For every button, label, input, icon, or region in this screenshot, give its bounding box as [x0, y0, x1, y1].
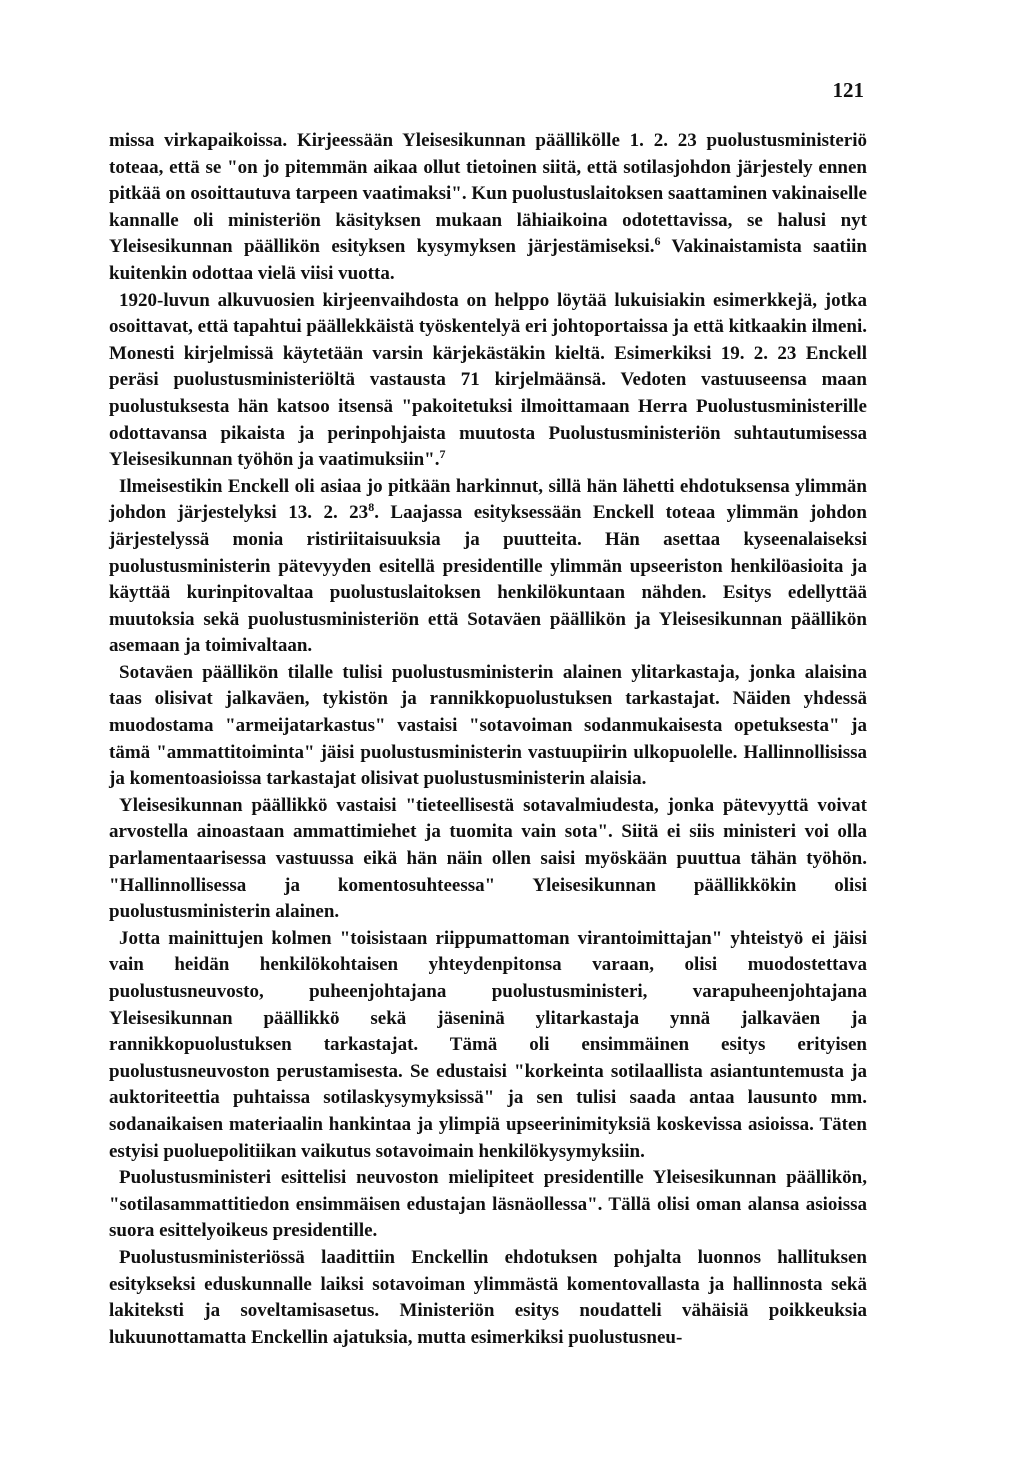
paragraph: [109, 128, 867, 288]
paragraph: [109, 793, 867, 926]
paragraph: [109, 288, 867, 474]
text-run: . Laajassa esityksessään Enckell toteaa ylimmän johdon järjestelyssä monia ristiriitaisuuksia ja puutteita. Hän asettaa kyseenalaiseksi puolustusministerin pätevyyden esitellä presidentille ylimmän upseeriston henkilöasioita ja käyttää kurinpitovaltaa puolustuslaitoksen henkilökuntaan nähden. Esitys edellyttää muutoksia sekä puolustusministeriön että Sotaväen päällikön ja Yleisesikunnan päällikön asemaan ja toimivaltaan.: [109, 502, 867, 657]
text-run: Vakinaistamista saatiin kuitenkin odottaa vielä viisi vuotta.: [109, 236, 867, 284]
paragraph: [109, 660, 867, 793]
paragraph: [109, 474, 867, 660]
text-run: Puolustusministeriössä laadittiin Enckellin ehdotuksen pohjalta luonnos hallituksen esitykseksi eduskunnalle laiksi sotavoiman ylimmästä komentovallasta ja hallinnosta sekä lakiteksti ja soveltamisasetus. Ministeriön esitys noudatteli vähäisiä poikkeuksia lukuunottamatta Enckellin ajatuksia, mutta esimerkiksi puolustusneu-: [109, 1246, 867, 1348]
text-run: Jotta mainittujen kolmen "toisistaan riippumattoman virantoimittajan" yhteistyö ei jäisi vain heidän henkilökohtaisen yhteydenpitonsa varaan, olisi muodostettava puolustusneuvosto, puheenjohtajana puolustusministeri, varapuheenjohtajana Yleisesikunnan päällikkö sekä jäseninä ylitarkastaja ynnä jalkaväen ja rannikkopuolustuksen tarkastajat. Tämä oli ensimmäinen esitys erityisen puolustusneuvoston perustamisesta. Se edustaisi "korkeinta sotilaallista asiantuntemusta ja auktoriteettia puhtaissa sotilaskysymyksissä" ja sen tulisi saada antaa lausunto mm. sodanaikaisen materiaalin hankintaa ja ylimpiä upseerinimityksiä koskevissa asioissa. Täten estyisi puoluepolitiikan vaikutus sotavoimain henkilökysymyksiin.: [109, 927, 867, 1162]
text-run: Puolustusministeri esittelisi neuvoston mielipiteet presidentille Yleisesikunnan päällikön, "sotilasammattitiedon ensimmäisen edustajan läsnäollessa". Tällä olisi oman alansa asioissa suora esittelyoikeus presidentille.: [109, 1167, 867, 1242]
paragraph: [109, 926, 867, 1165]
page-number: 121: [832, 78, 864, 102]
text-run: missa virkapaikoissa. Kirjeessään Yleisesikunnan päällikölle 1. 2. 23 puolustusministeriö toteaa, että se "on jo pitemmän aikaa ollut tietoinen siitä, että sotilasjohdon järjestely ennen pitkää on osoittautuva tarpeen vaatimaksi". Kun puolustuslaitoksen saattaminen vakinaiselle kannalle oli ministeriön käsityksen mukaan lähiaikoina odotettavissa, se halusi nyt Yleisesikunnan päällikön esityksen kysymyksen järjestämiseksi.: [109, 130, 867, 258]
paragraph: [109, 1245, 867, 1351]
text-run: 1920-luvun alkuvuosien kirjeenvaihdosta on helppo löytää lukuisiakin esimerkkejä, jotka osoittavat, että tapahtui päällekkäistä työskentelyä eri johtoportaissa ja että kitkaakin ilmeni. Monesti kirjelmissä käytetään varsin kärjekästäkin kieltä. Esimerkiksi 19. 2. 23 Enckell peräsi puolustusministeriöltä vastausta 71 kirjelmäänsä. Vedoten vastuuseensa maan puolustuksesta hän katsoo itsensä "pakoitetuksi ilmoittamaan Herra Puolustusministerille odottavansa pikaista ja perinpohjaista muutosta Puolustusministeriön suhtautumisessa Yleisesikunnan työhön ja vaatimuksiin".: [109, 289, 867, 471]
body-text: [109, 128, 867, 1351]
text-run: Ilmeisestikin Enckell oli asiaa jo pitkään harkinnut, sillä hän lähetti ehdotuksensa ylimmän johdon järjestelyksi 13. 2. 23: [109, 475, 867, 524]
footnote-marker: 8: [368, 500, 375, 515]
footnote-marker: 6: [654, 234, 661, 249]
footnote-marker: 7: [439, 447, 446, 462]
paragraph: [109, 1165, 867, 1245]
text-run: Yleisesikunnan päällikkö vastaisi "tieteellisestä sotavalmiudesta, jonka pätevyyttä voivat arvostella ainoastaan ammattimiehet ja tuomita vain sota". Siitä ei siis ministeri voi olla parlamentaarisessa vastuussa eikä hän näin ollen saisi myöskään puuttua tähän työhön. "Hallinnollisessa ja komentosuhteessa" Yleisesikunnan päällikkökin olisi puolustusministerin alainen.: [109, 794, 867, 923]
text-run: Sotaväen päällikön tilalle tulisi puolustusministerin alainen ylitarkastaja, jonka alaisina taas olisivat jalkaväen, tykistön ja rannikkopuolustuksen tarkastajat. Näiden yhdessä muodostama "armeijatarkastus" vastaisi "sotavoiman sodanmukaisesta opetuksesta" ja tämä "ammattitoiminta" jäisi puolustusministerin vastuupiirin ulkopuolelle. Hallinnollisissa ja komentoasioissa tarkastajat olisivat puolustusministerin alaisia.: [109, 661, 867, 790]
